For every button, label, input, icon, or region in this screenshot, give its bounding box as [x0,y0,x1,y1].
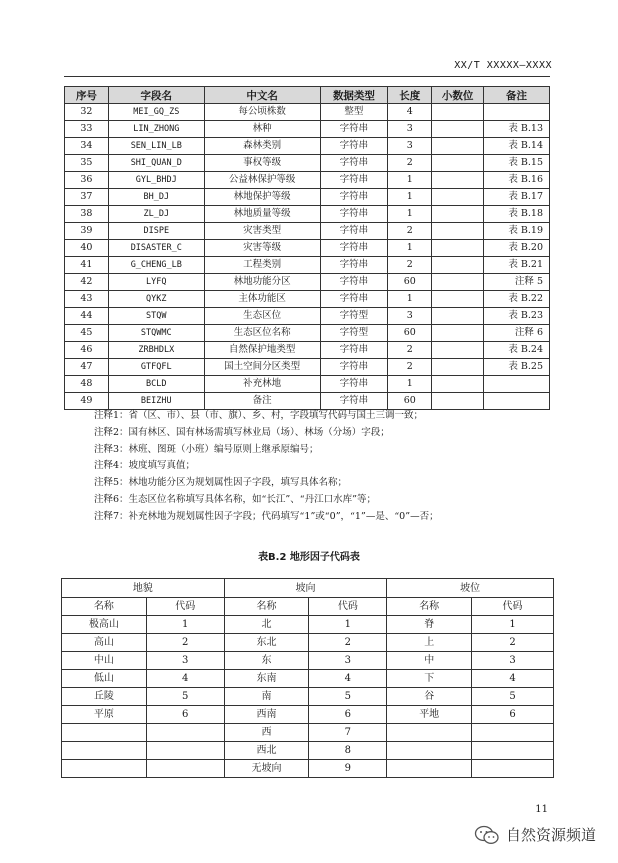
cell-position-name [387,760,472,778]
cell-chinese-name: 国土空间分区类型 [204,359,320,376]
cell-aspect-code: 8 [309,742,387,760]
cell-decimals [432,274,484,291]
note-item: 注释7：补充林地为规划属性因子字段；代码填写“1”或“0”，“1”—是、“0”—否； [94,510,439,522]
cell-landform-name: 极高山 [62,616,147,634]
cell-decimals [432,308,484,325]
cell-index: 49 [65,393,109,410]
terrain-row [62,724,554,742]
field-row [65,257,550,274]
cell-position-name: 上 [387,634,472,652]
subheader-name: 名称 [62,598,147,616]
field-row [65,291,550,308]
cell-landform-code: 1 [146,616,224,634]
note-item: 注释6：生态区位名称填写具体名称，如“长江”、“丹江口水库”等； [94,493,376,505]
cell-field-name: BEIZHU [108,393,204,410]
cell-aspect-name: 西 [224,724,309,742]
cell-position-name [387,724,472,742]
cell-length: 2 [388,155,432,172]
group-slope-position: 坡位 [387,579,554,598]
cell-aspect-code: 3 [309,652,387,670]
note-item: 注释5：林地功能分区为规划属性因子字段，填写具体名称； [94,477,348,489]
cell-length: 3 [388,308,432,325]
cell-landform-code [146,742,224,760]
cell-position-code [472,760,554,778]
cell-chinese-name: 工程类别 [204,257,320,274]
cell-landform-name [62,760,147,778]
cell-remark: 表 B.15 [484,155,550,172]
cell-field-name: BCLD [108,376,204,393]
cell-length: 1 [388,291,432,308]
cell-data-type: 字符串 [320,376,388,393]
cell-decimals [432,359,484,376]
note-item: 注释1：省（区、市）、县（市、旗）、乡、村，字段填写代码与国土三调一致； [94,410,424,421]
cell-remark: 表 B.24 [484,342,550,359]
document-code: XX/T XXXXX—XXXX [454,60,552,71]
page-number: 11 [535,804,548,815]
field-row [65,223,550,240]
cell-remark: 表 B.17 [484,189,550,206]
cell-data-type: 字符串 [320,172,388,189]
cell-decimals [432,121,484,138]
fields-table-header [65,87,550,104]
cell-length: 3 [388,121,432,138]
field-row [65,359,550,376]
col-header-chinese-name: 中文名 [204,87,320,104]
terrain-row [62,616,554,634]
cell-data-type: 字符串 [320,393,388,410]
subheader-code: 代码 [472,598,554,616]
cell-data-type: 字符串 [320,359,388,376]
cell-decimals [432,172,484,189]
cell-length: 1 [388,240,432,257]
subheader-name: 名称 [387,598,472,616]
cell-field-name: DISASTER_C [108,240,204,257]
cell-length: 3 [388,138,432,155]
cell-remark: 注释 6 [484,325,550,342]
cell-remark: 表 B.19 [484,223,550,240]
cell-position-code: 3 [472,652,554,670]
cell-chinese-name: 每公顷株数 [204,104,320,121]
cell-position-code: 4 [472,670,554,688]
cell-index: 39 [65,223,109,240]
cell-position-name: 中 [387,652,472,670]
cell-decimals [432,138,484,155]
cell-length: 1 [388,172,432,189]
cell-field-name: GTFQFL [108,359,204,376]
cell-length: 2 [388,359,432,376]
cell-length: 60 [388,274,432,291]
note-item: 注释3：林班、图斑（小班）编号原则上继承原编号； [94,443,319,455]
field-row [65,172,550,189]
cell-field-name: STQWMC [108,325,204,342]
cell-index: 41 [65,257,109,274]
cell-data-type: 字符型 [320,325,388,342]
terrain-table [61,578,554,778]
cell-chinese-name: 备注 [204,393,320,410]
cell-remark [484,376,550,393]
cell-data-type: 字符串 [320,121,388,138]
cell-index: 36 [65,172,109,189]
cell-length: 1 [388,376,432,393]
watermark-text: 自然资源频道 [505,826,596,844]
col-header-field: 字段名 [108,87,204,104]
terrain-table-caption: 表B.2 地形因子代码表 [258,552,360,563]
wechat-icon [474,825,500,845]
cell-position-name: 谷 [387,688,472,706]
cell-length: 2 [388,342,432,359]
terrain-row [62,760,554,778]
cell-remark: 表 B.20 [484,240,550,257]
cell-aspect-code: 7 [309,724,387,742]
cell-remark [484,104,550,121]
cell-aspect-name: 无坡向 [224,760,309,778]
terrain-group-header [62,579,554,598]
cell-decimals [432,376,484,393]
cell-landform-code [146,760,224,778]
cell-field-name: SHI_QUAN_D [108,155,204,172]
cell-position-code [472,724,554,742]
field-row [65,308,550,325]
cell-data-type: 字符串 [320,138,388,155]
cell-landform-code: 2 [146,634,224,652]
terrain-row [62,742,554,760]
cell-position-name [387,742,472,760]
col-header-length: 长度 [388,87,432,104]
cell-remark: 表 B.18 [484,206,550,223]
cell-landform-name: 平原 [62,706,147,724]
cell-index: 45 [65,325,109,342]
field-row [65,121,550,138]
field-row [65,206,550,223]
cell-index: 37 [65,189,109,206]
cell-length: 2 [388,257,432,274]
cell-aspect-name: 东南 [224,670,309,688]
cell-landform-code: 4 [146,670,224,688]
cell-data-type: 字符串 [320,223,388,240]
cell-chinese-name: 生态区位 [204,308,320,325]
col-header-data-type: 数据类型 [320,87,388,104]
cell-remark: 注释 5 [484,274,550,291]
cell-decimals [432,257,484,274]
cell-aspect-name: 北 [224,616,309,634]
cell-aspect-name: 东 [224,652,309,670]
cell-index: 43 [65,291,109,308]
cell-remark: 表 B.23 [484,308,550,325]
cell-landform-code [146,724,224,742]
cell-index: 48 [65,376,109,393]
cell-landform-name [62,724,147,742]
watermark [474,824,596,845]
cell-length: 2 [388,223,432,240]
cell-position-name: 下 [387,670,472,688]
cell-landform-code: 3 [146,652,224,670]
cell-index: 32 [65,104,109,121]
cell-chinese-name: 生态区位名称 [204,325,320,342]
cell-aspect-code: 4 [309,670,387,688]
cell-chinese-name: 林地功能分区 [204,274,320,291]
cell-landform-name [62,742,147,760]
cell-field-name: DISPE [108,223,204,240]
notes-list [94,408,564,526]
cell-aspect-name: 东北 [224,634,309,652]
cell-length: 1 [388,189,432,206]
cell-position-code: 1 [472,616,554,634]
cell-chinese-name: 主体功能区 [204,291,320,308]
cell-field-name: LYFQ [108,274,204,291]
cell-field-name: GYL_BHDJ [108,172,204,189]
cell-field-name: LIN_ZHONG [108,121,204,138]
cell-position-code: 2 [472,634,554,652]
cell-aspect-code: 9 [309,760,387,778]
cell-chinese-name: 事权等级 [204,155,320,172]
cell-chinese-name: 公益林保护等级 [204,172,320,189]
cell-aspect-code: 6 [309,706,387,724]
cell-data-type: 字符串 [320,257,388,274]
group-landform: 地貌 [62,579,225,598]
note-item: 注释2：国有林区、国有林场需填写林业局（场）、林场（分场）字段； [94,426,390,438]
cell-data-type: 字符串 [320,155,388,172]
cell-landform-name: 高山 [62,634,147,652]
cell-remark [484,393,550,410]
field-row [65,325,550,342]
cell-index: 44 [65,308,109,325]
cell-chinese-name: 灾害类型 [204,223,320,240]
cell-field-name: QYKZ [108,291,204,308]
cell-data-type: 字符串 [320,206,388,223]
cell-decimals [432,291,484,308]
cell-landform-name: 丘陵 [62,688,147,706]
cell-index: 34 [65,138,109,155]
cell-index: 47 [65,359,109,376]
cell-chinese-name: 森林类别 [204,138,320,155]
cell-field-name: ZL_DJ [108,206,204,223]
cell-aspect-name: 西北 [224,742,309,760]
cell-remark: 表 B.21 [484,257,550,274]
cell-remark: 表 B.16 [484,172,550,189]
cell-decimals [432,342,484,359]
cell-data-type: 字符串 [320,189,388,206]
cell-position-name: 脊 [387,616,472,634]
terrain-row [62,706,554,724]
subheader-code: 代码 [309,598,387,616]
cell-field-name: SEN_LIN_LB [108,138,204,155]
field-row [65,240,550,257]
cell-decimals [432,155,484,172]
cell-chinese-name: 自然保护地类型 [204,342,320,359]
field-row [65,104,550,121]
cell-aspect-name: 南 [224,688,309,706]
cell-index: 35 [65,155,109,172]
field-row [65,274,550,291]
cell-landform-name: 中山 [62,652,147,670]
cell-position-code: 5 [472,688,554,706]
cell-chinese-name: 灾害等级 [204,240,320,257]
cell-position-code: 6 [472,706,554,724]
cell-field-name: ZRBHDLX [108,342,204,359]
cell-data-type: 字符型 [320,308,388,325]
note-item: 注释4：坡度填写真值； [94,460,196,472]
cell-decimals [432,206,484,223]
cell-landform-code: 6 [146,706,224,724]
cell-length: 60 [388,325,432,342]
cell-index: 40 [65,240,109,257]
cell-chinese-name: 林地质量等级 [204,206,320,223]
cell-field-name: STQW [108,308,204,325]
cell-length: 60 [388,393,432,410]
cell-field-name: BH_DJ [108,189,204,206]
cell-data-type: 字符串 [320,274,388,291]
cell-decimals [432,325,484,342]
field-row [65,138,550,155]
cell-aspect-name: 西南 [224,706,309,724]
cell-aspect-code: 2 [309,634,387,652]
cell-data-type: 字符串 [320,291,388,308]
subheader-name: 名称 [224,598,309,616]
terrain-row [62,634,554,652]
cell-length: 4 [388,104,432,121]
cell-field-name: G_CHENG_LB [108,257,204,274]
cell-decimals [432,104,484,121]
cell-decimals [432,240,484,257]
cell-remark: 表 B.25 [484,359,550,376]
col-header-index: 序号 [65,87,109,104]
field-row [65,189,550,206]
terrain-subheader [62,598,554,616]
cell-landform-name: 低山 [62,670,147,688]
cell-chinese-name: 林种 [204,121,320,138]
cell-data-type: 整型 [320,104,388,121]
cell-remark: 表 B.13 [484,121,550,138]
field-row [65,342,550,359]
col-header-decimals: 小数位 [432,87,484,104]
terrain-row [62,688,554,706]
subheader-code: 代码 [146,598,224,616]
field-row [65,155,550,172]
cell-index: 46 [65,342,109,359]
group-aspect: 坡向 [224,579,387,598]
field-row [65,393,550,410]
cell-aspect-code: 5 [309,688,387,706]
col-header-remark: 备注 [484,87,550,104]
cell-chinese-name: 补充林地 [204,376,320,393]
cell-position-name: 平地 [387,706,472,724]
cell-decimals [432,223,484,240]
fields-table [64,86,550,410]
cell-length: 1 [388,206,432,223]
cell-landform-code: 5 [146,688,224,706]
cell-data-type: 字符串 [320,342,388,359]
cell-decimals [432,393,484,410]
cell-field-name: MEI_GQ_ZS [108,104,204,121]
cell-index: 33 [65,121,109,138]
cell-remark: 表 B.14 [484,138,550,155]
cell-position-code [472,742,554,760]
cell-chinese-name: 林地保护等级 [204,189,320,206]
cell-remark: 表 B.22 [484,291,550,308]
terrain-row [62,652,554,670]
cell-aspect-code: 1 [309,616,387,634]
field-row [65,376,550,393]
cell-index: 42 [65,274,109,291]
cell-index: 38 [65,206,109,223]
cell-decimals [432,189,484,206]
header-rule [64,76,550,77]
terrain-row [62,670,554,688]
cell-data-type: 字符串 [320,240,388,257]
